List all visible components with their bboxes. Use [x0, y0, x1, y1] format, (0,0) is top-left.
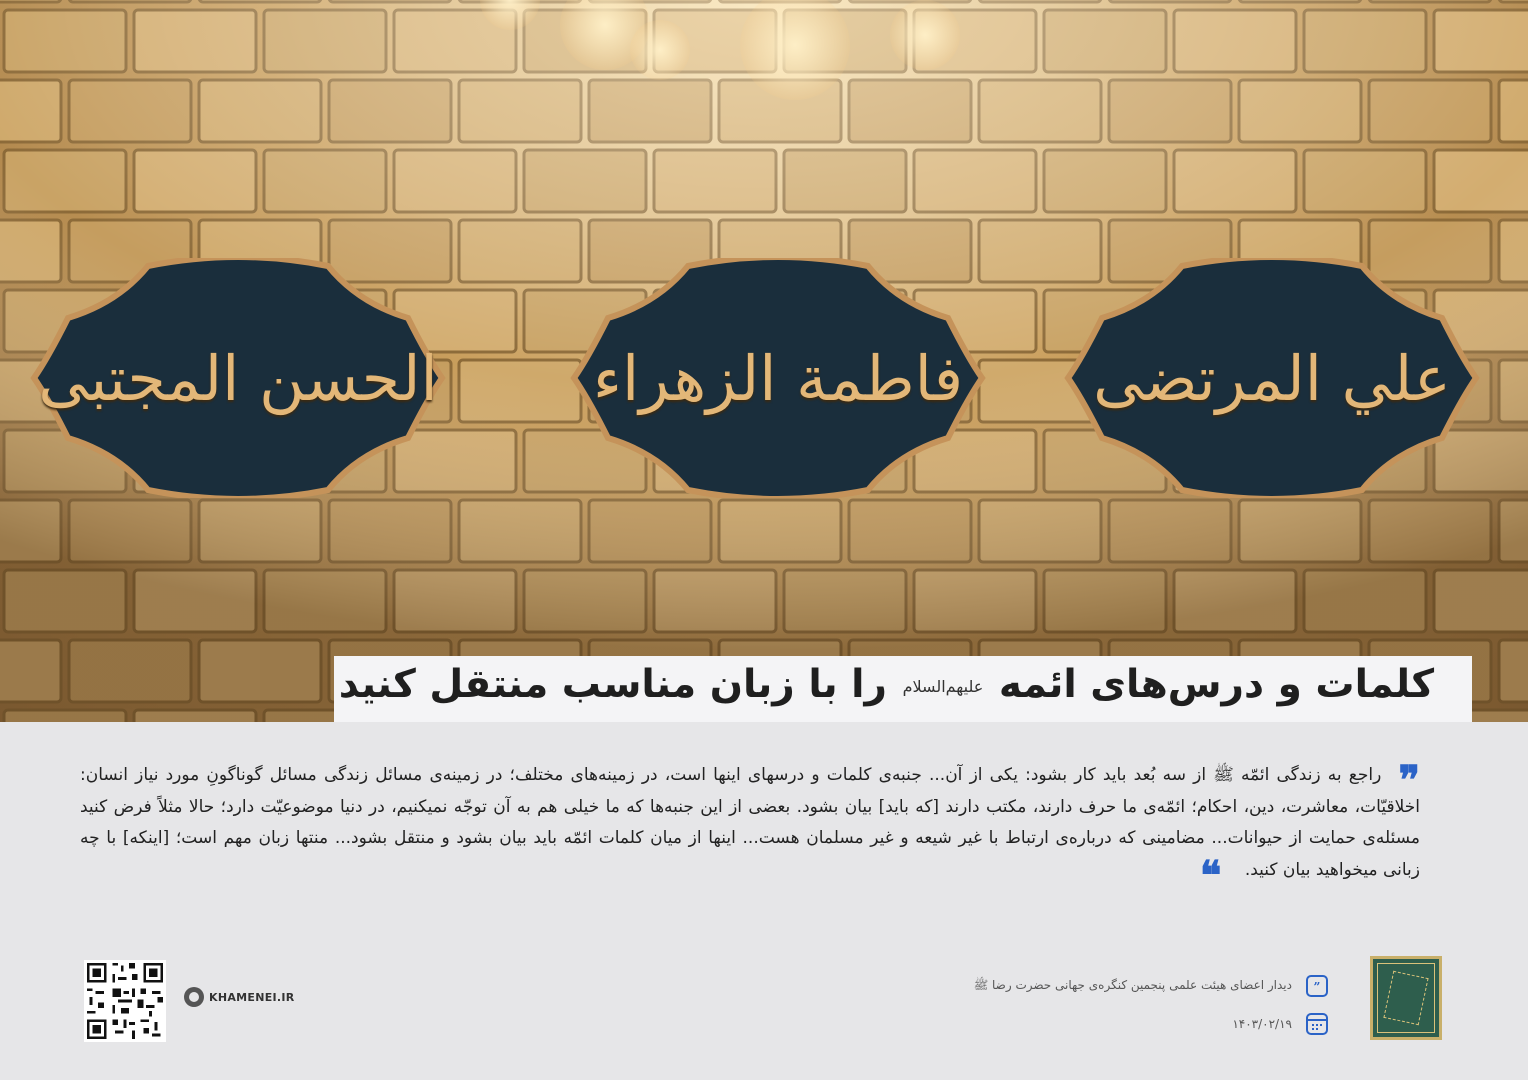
quote-open-icon: ❞ [1398, 757, 1420, 804]
svg-text:”: ” [1313, 980, 1321, 994]
speech-bubble-icon [1306, 975, 1328, 997]
quote-close-icon: ❝ [1199, 851, 1222, 899]
plaque-center-text: فاطمة الزهراء [592, 341, 964, 415]
logo-icon [184, 987, 204, 1007]
chandelier-light [630, 20, 690, 80]
logo-text: KHAMENEI.IR [209, 990, 295, 1004]
plaque-right [1062, 258, 1482, 498]
congress-emblem [1370, 956, 1442, 1040]
khamenei-logo[interactable] [184, 987, 295, 1007]
title-honorific: علیهم‌السلام [902, 677, 984, 696]
date-row [1232, 1010, 1328, 1038]
event-caption: دیدار اعضای هیئت علمی پنجمین کنگره‌ی جهانی حضرت رضا ﷺ [973, 977, 1292, 992]
event-date: ۱۴۰۳/۰۲/۱۹ [1232, 1017, 1292, 1031]
qr-code[interactable] [84, 960, 166, 1042]
title-part1: کلمات و درس‌های ائمه [998, 662, 1434, 707]
page-title [339, 662, 1434, 707]
quote-text: راجع به زندگی ائمّه ﷺ از سه بُعد باید کار بشود: یکی از آن... جنبه‌ی کلمات و درسهای اینها است، در زمینه‌های مختلف؛ در زمینه‌ی مسائل زندگی مسائل گوناگونِ مورد نیاز انسان: اخلاقیّات، معاشرت، دین، احکام؛ ائمّه‌ی ما حرف دارند، مکتب دارند [که باید] بیان بشود. بعضی از این جنبه‌ها که ما خیلی هم به آن توجّه نمیکنیم، در دنیا موضوعیّت دارد؛ حالا مثلاً فرض کنید مسئله‌ی حمایت از حیوانات... مضامینی که درباره‌ی ارتباط با غیر شیعه و غیر مسلمان هست... اینها از میان کلمات ائمّه باید بیان بشود و منتقل بشود... منتها زبان مهم است؛ [اینکه] با چه زبانی میخواهید بیان کنید. [80, 765, 1420, 880]
plaque-left [28, 258, 448, 498]
calendar-icon [1306, 1013, 1328, 1035]
chandelier-light [890, 0, 960, 70]
plaque-center [568, 258, 988, 498]
title-part2: را با زبان مناسب منتقل کنید [338, 662, 888, 707]
plaque-right-text: علي المرتضى [1093, 341, 1451, 415]
event-row [974, 972, 1328, 1000]
plaque-left-text: الحسن المجتبى [38, 341, 438, 415]
quote-body [80, 757, 1420, 899]
